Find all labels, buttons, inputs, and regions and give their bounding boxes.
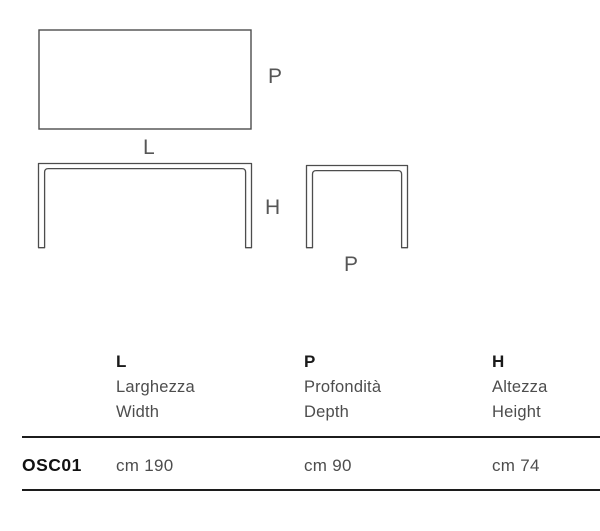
value-width: cm 190	[116, 456, 174, 475]
column-header-height	[492, 348, 548, 425]
column-header-depth	[304, 348, 381, 425]
column-header-width	[116, 348, 195, 425]
value-depth: cm 90	[304, 456, 352, 475]
table-rule-top	[22, 436, 600, 438]
table-side-view-outline	[307, 166, 408, 248]
table-rule-bottom	[22, 489, 600, 491]
column-name-en-height: Height	[492, 403, 541, 421]
side-view-depth-label: P	[344, 253, 359, 276]
top-view-depth-label: P	[268, 65, 283, 88]
value-height: cm 74	[492, 456, 540, 475]
column-key-h: H	[492, 352, 505, 371]
column-name-it-altezza: Altezza	[492, 378, 548, 396]
table-front-view-outline	[39, 164, 252, 248]
model-code: OSC01	[22, 455, 82, 475]
column-name-it-larghezza: Larghezza	[116, 378, 195, 396]
column-name-en-depth: Depth	[304, 403, 350, 421]
column-key-l: L	[116, 352, 127, 371]
column-name-en-width: Width	[116, 403, 160, 421]
top-view-width-label: L	[143, 136, 156, 159]
front-view-height-label: H	[265, 196, 281, 219]
table-top-view-outline	[39, 30, 251, 129]
column-name-it-profondita: Profondità	[304, 378, 382, 396]
column-key-p: P	[304, 352, 316, 371]
